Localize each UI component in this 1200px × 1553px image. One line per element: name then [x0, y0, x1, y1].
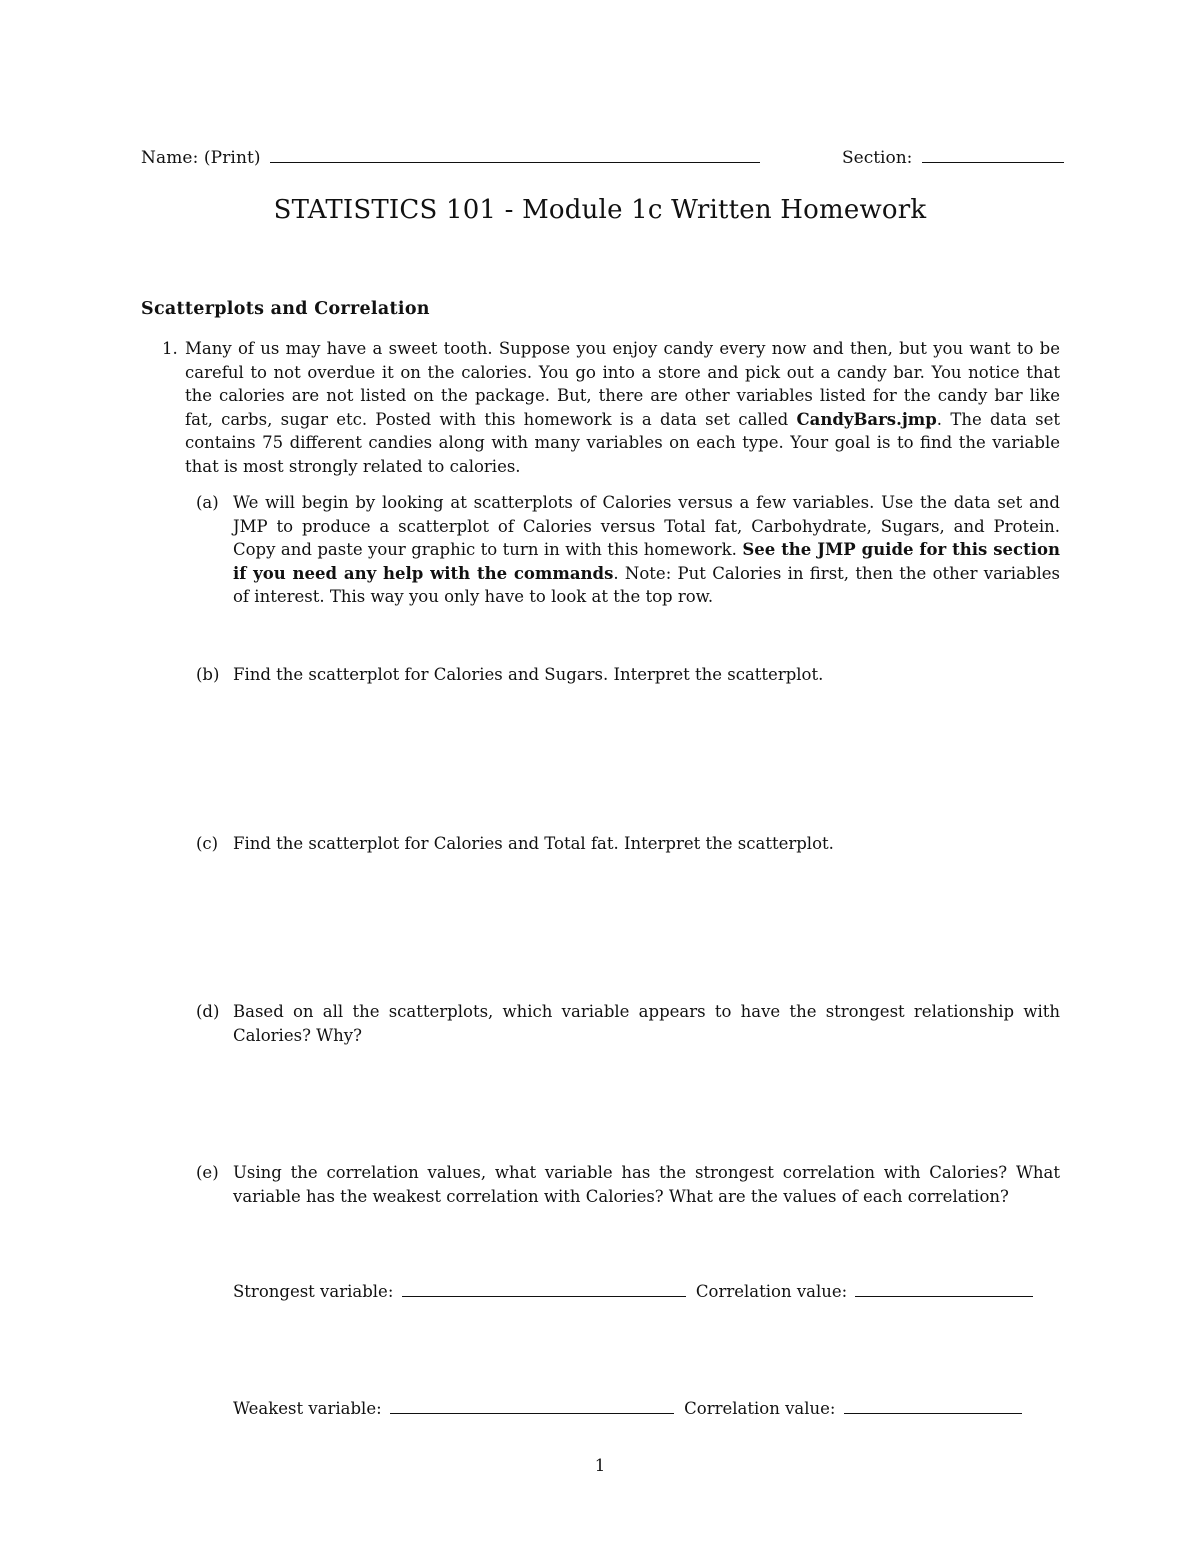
- name-field-row: [141, 144, 760, 168]
- weakest-variable-blank[interactable]: [390, 1395, 674, 1414]
- name-blank-line[interactable]: [270, 144, 760, 163]
- part-a-text-before: We will begin by looking at scatterplots of Calories versus a few variables. Use the data set and JMP to produce a scatterplot of Calories versus Total fat, Carbohydrate, Sugars, and Protein. Copy and paste your graphic to turn in with this homework.: [233, 493, 1060, 559]
- section-heading: Scatterplots and Correlation: [141, 299, 430, 319]
- part-c-text: Find the scatterplot for Calories and Total fat. Interpret the scatterplot.: [233, 834, 834, 853]
- section-field-row: [842, 144, 1064, 168]
- part-a: [196, 491, 1060, 609]
- strongest-correlation-label: Correlation value:: [695, 1282, 848, 1301]
- part-c-label: (c): [196, 834, 219, 853]
- page-number: 1: [594, 1456, 606, 1475]
- part-e-text: Using the correlation values, what variable has the strongest correlation with Calories? What variable has the weakest correlation with Calories? What are the values of each correlation?: [233, 1163, 1060, 1206]
- part-a-text-after: . Note: Put Calories in first, then the other variables of interest. This way you only have to look at the top row.: [233, 563, 1060, 606]
- part-e-label: (e): [196, 1163, 219, 1182]
- strongest-variable-label: Strongest variable:: [233, 1282, 394, 1301]
- question-number: 1.: [162, 339, 178, 358]
- part-a-label: (a): [196, 493, 219, 512]
- weakest-correlation-label: Correlation value:: [684, 1399, 836, 1418]
- weakest-variable-label: Weakest variable:: [233, 1399, 382, 1418]
- question-1-text-after: . The data set contains 75 different candies along with many variables on each type. Your goal is to find the variable that is most strongly related to calories.: [185, 409, 1060, 476]
- dataset-name: CandyBars.jmp: [796, 409, 937, 429]
- section-label: Section:: [842, 148, 913, 168]
- part-d-text: Based on all the scatterplots, which variable appears to have the strongest relationship with Calories? Why?: [233, 1002, 1060, 1045]
- page-title: STATISTICS 101 - Module 1c Written Homework: [273, 195, 927, 225]
- name-label: Name: (Print): [141, 148, 261, 168]
- part-b-label: (b): [196, 665, 220, 684]
- part-b: [196, 663, 1060, 687]
- part-d: [196, 1000, 1060, 1047]
- question-1-text-before: Many of us may have a sweet tooth. Suppose you enjoy candy every now and then, but you want to be careful to not overdue it on the calories. You go into a store and pick out a candy bar. You notice that the calories are not listed on the package. But, there are other variables listed for the candy bar like fat, carbs, sugar etc. Posted with this homework is a data set called: [185, 339, 1060, 429]
- question-1-text: [185, 337, 1060, 478]
- weakest-correlation-blank[interactable]: [844, 1395, 1022, 1414]
- strongest-correlation-blank[interactable]: [855, 1278, 1033, 1297]
- weakest-answer-row: [233, 1395, 1022, 1418]
- part-a-text: [233, 491, 1060, 609]
- part-c: [196, 832, 1060, 856]
- part-b-text: Find the scatterplot for Calories and Sugars. Interpret the scatterplot.: [233, 665, 824, 684]
- part-a-bold-text: See the JMP guide for this section if you need any help with the commands: [233, 540, 1060, 583]
- strongest-answer-row: [233, 1278, 1033, 1301]
- part-d-label: (d): [196, 1002, 220, 1021]
- part-e: [196, 1161, 1060, 1208]
- question-1: [162, 337, 1060, 478]
- section-blank-line[interactable]: [922, 144, 1064, 163]
- strongest-variable-blank[interactable]: [402, 1278, 686, 1297]
